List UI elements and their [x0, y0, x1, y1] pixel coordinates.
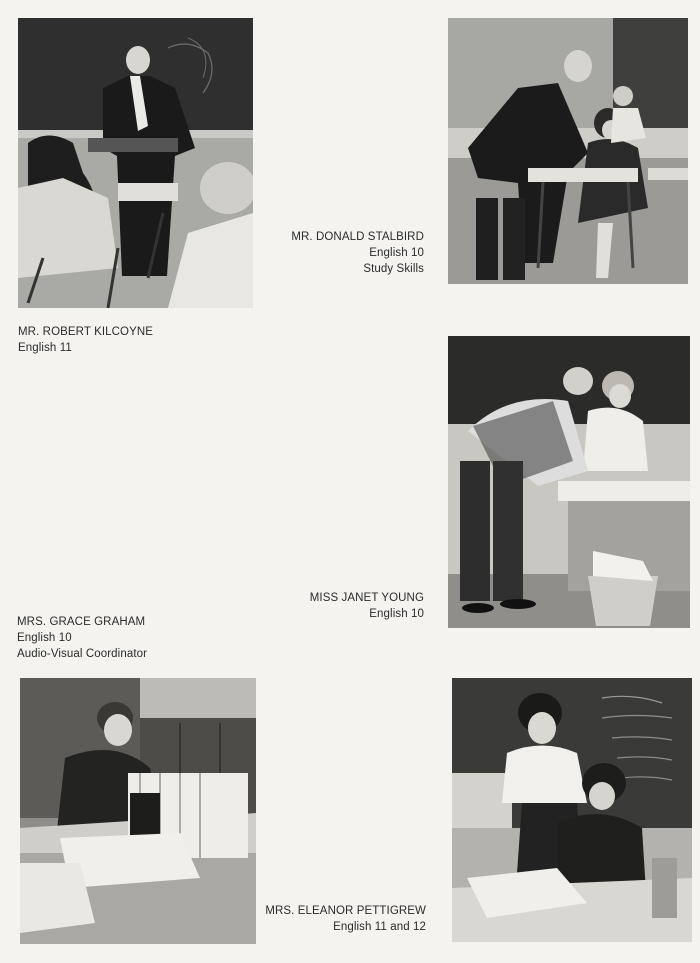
- photo-kilcoyne-image: [18, 18, 253, 308]
- teacher-subject: Audio-Visual Coordinator: [17, 648, 148, 660]
- teacher-subject: Study Skills: [363, 263, 424, 275]
- caption-stalbird: [291, 229, 424, 277]
- caption-pettigrew: [265, 903, 426, 935]
- teacher-subject: English 11 and 12: [333, 921, 426, 933]
- teacher-subject: English 10: [369, 608, 424, 620]
- photo-young-image: [448, 336, 690, 628]
- caption-young: [310, 590, 424, 622]
- teacher-subject: English 10: [17, 632, 72, 644]
- photo-pettigrew-image: [452, 678, 692, 942]
- teacher-name: MRS. ELEANOR PETTIGREW: [265, 905, 426, 917]
- teacher-name: MR. DONALD STALBIRD: [291, 231, 424, 243]
- teacher-subject: English 11: [18, 342, 72, 354]
- photo-young-classroom: [448, 336, 690, 628]
- teacher-subject: English 10: [369, 247, 424, 259]
- teacher-name: MISS JANET YOUNG: [309, 592, 424, 604]
- caption-graham: [17, 614, 147, 662]
- caption-kilcoyne: [18, 324, 153, 356]
- photo-graham-office: [20, 678, 256, 944]
- photo-graham-image: [20, 678, 256, 944]
- photo-kilcoyne-classroom: [18, 18, 253, 308]
- teacher-name: MRS. GRACE GRAHAM: [17, 616, 146, 628]
- photo-pettigrew-classroom: [452, 678, 692, 942]
- photo-stalbird-classroom: [448, 18, 688, 284]
- teacher-name: MR. ROBERT KILCOYNE: [18, 326, 154, 338]
- photo-stalbird-image: [448, 18, 688, 284]
